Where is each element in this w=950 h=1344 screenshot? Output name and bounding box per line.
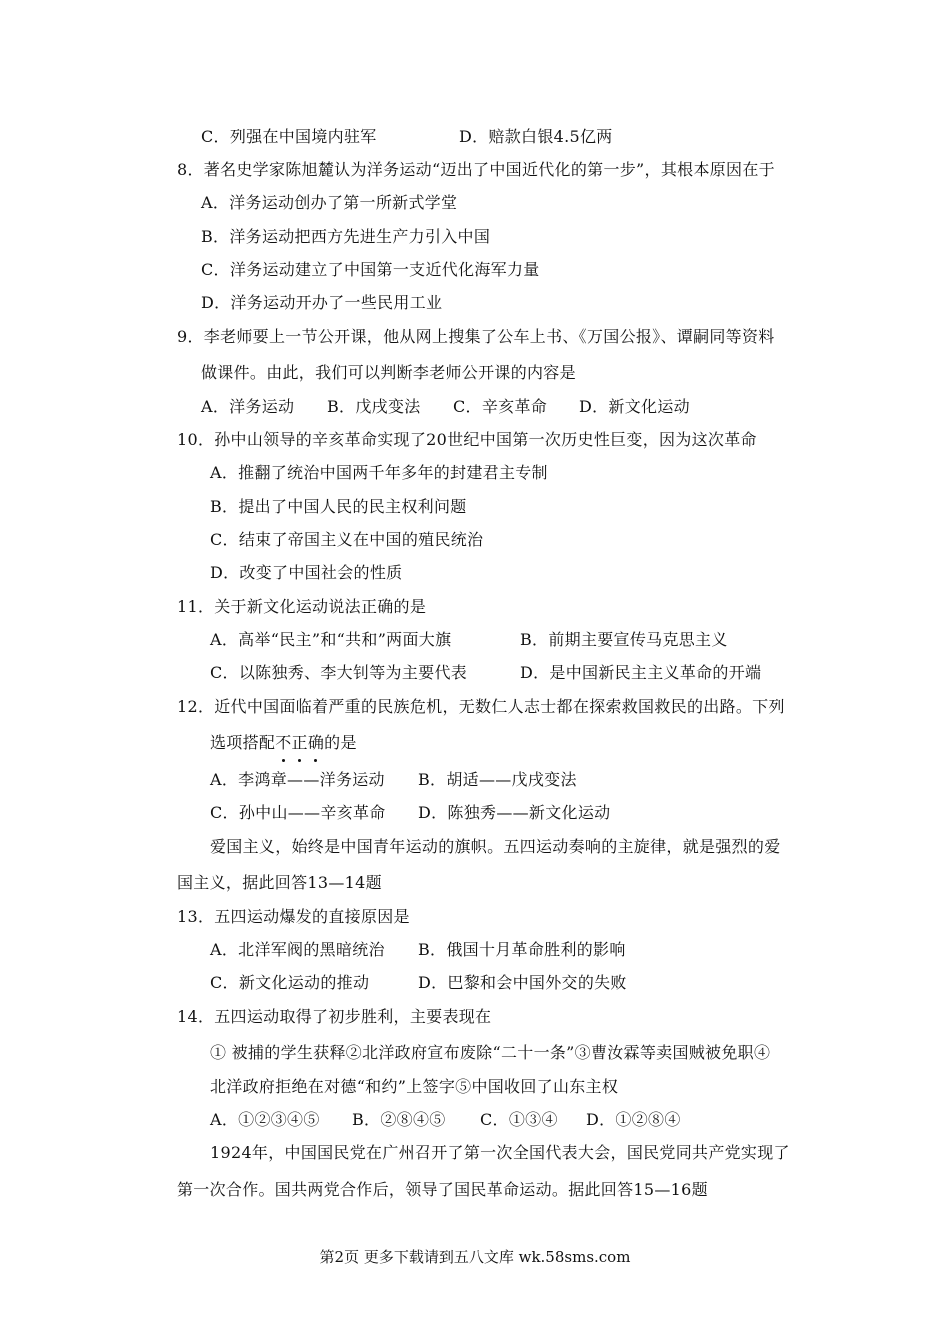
q9-option-c: C．辛亥革命 [453,397,548,416]
q14-stem: 14．五四运动取得了初步胜利，主要表现在 [177,1007,492,1026]
q12-stem-cont [210,733,357,753]
q7-option-d: D．赔款白银4.5亿两 [459,127,613,146]
q8-option-d: D．洋务运动开办了一些民用工业 [201,293,443,312]
q14-option-d: D．①②⑧④ [586,1110,681,1129]
q10-option-c: C．结束了帝国主义在中国的殖民统治 [210,530,484,549]
emphasis-char: 不 [275,733,292,752]
q12-stem-text: 选项搭配 [210,733,276,752]
q12-option-b: B．胡适——戊戌变法 [418,770,577,789]
q14-option-b: B．②⑧④⑤ [352,1110,446,1129]
q9-option-d: D．新文化运动 [579,397,690,416]
q8-option-c: C．洋务运动建立了中国第一支近代化海军力量 [201,260,540,279]
q13-option-b: B．俄国十月革命胜利的影响 [418,940,626,959]
q9-option-a: A．洋务运动 [201,397,295,416]
q11-stem: 11．关于新文化运动说法正确的是 [177,597,427,616]
q11-option-c: C．以陈独秀、李大钊等为主要代表 [210,663,468,682]
q12-stem: 12．近代中国面临着严重的民族危机，无数仁人志士都在探索救国救民的出路。下列 [177,697,785,716]
q13-option-d: D．巴黎和会中国外交的失败 [418,973,627,992]
emphasis-char: 正 [291,733,308,752]
q8-option-b: B．洋务运动把西方先进生产力引入中国 [201,227,491,246]
q12-option-c: C．孙中山——辛亥革命 [210,803,386,822]
q12-option-a: A．李鸿章——洋务运动 [210,770,385,789]
page-footer: 第2页 更多下载请到五八文库 wk.58sms.com [319,1248,631,1266]
q13-option-a: A．北洋军阀的黑暗统治 [210,940,385,959]
q8-option-a: A．洋务运动创办了第一所新式学堂 [201,193,458,212]
material-paragraph-2-cont: 第一次合作。国共两党合作后，领导了国民革命运动。据此回答15—16题 [177,1180,708,1199]
q9-option-b: B．戊戌变法 [327,397,421,416]
q9-stem-cont: 做课件。由此，我们可以判断李老师公开课的内容是 [201,363,576,382]
q7-option-c: C．列强在中国境内驻军 [201,127,377,146]
q14-items: ① 被捕的学生获释②北洋政府宣布废除“二十一条”③曹汝霖等卖国贼被免职④ [210,1043,771,1062]
q14-option-a: A．①②③④⑤ [210,1110,320,1129]
q13-stem: 13．五四运动爆发的直接原因是 [177,907,410,926]
q14-option-c: C．①③④ [480,1110,558,1129]
q12-stem-text: 的是 [324,733,357,752]
q9-stem: 9．李老师要上一节公开课，他从网上搜集了公车上书、《万国公报》、谭嗣同等资料 [177,327,775,346]
emphasis-char: 确 [307,733,325,752]
q10-option-b: B．提出了中国人民的民主权利问题 [210,497,467,516]
material-paragraph-2: 1924年，中国国民党在广州召开了第一次全国代表大会，国民党同共产党实现了 [210,1143,790,1162]
q11-option-b: B．前期主要宣传马克思主义 [520,630,728,649]
q11-option-a: A．高举“民主”和“共和”两面大旗 [210,630,452,649]
q10-stem: 10．孙中山领导的辛亥革命实现了20世纪中国第一次历史性巨变，因为这次革命 [177,430,757,449]
q13-option-c: C．新文化运动的推动 [210,973,370,992]
q11-option-d: D．是中国新民主主义革命的开端 [520,663,762,682]
material-paragraph: 爱国主义，始终是中国青年运动的旗帜。五四运动奏响的主旋律，就是强烈的爱 [210,837,781,856]
q12-option-d: D．陈独秀——新文化运动 [418,803,611,822]
material-paragraph-cont: 国主义，据此回答13—14题 [177,873,382,892]
q10-option-d: D．改变了中国社会的性质 [210,563,403,582]
q14-items-cont: 北洋政府拒绝在对德“和约”上签字⑤中国收回了山东主权 [210,1077,619,1096]
q8-stem: 8．著名史学家陈旭麓认为洋务运动“迈出了中国近代化的第一步”，其根本原因在于 [177,160,775,179]
q10-option-a: A．推翻了统治中国两千年多年的封建君主专制 [210,463,548,482]
